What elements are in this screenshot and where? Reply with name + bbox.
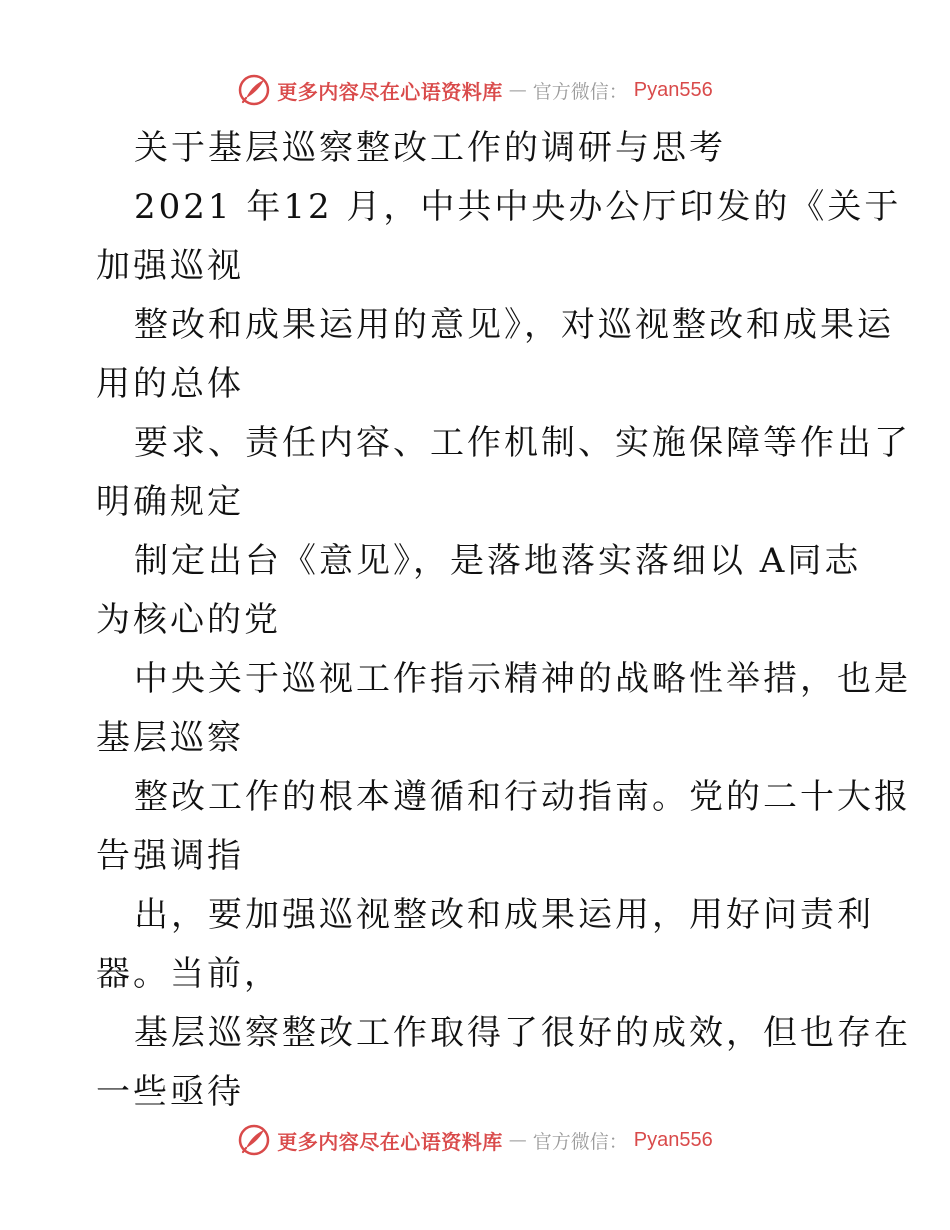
- paragraph-line: 出，要加强巡视整改和成果运用，用好问责利: [134, 895, 874, 935]
- paragraph-line: 基层巡察整改工作取得了很好的成效，但也存在: [134, 1013, 911, 1053]
- red-quill-logo-icon: [237, 1123, 271, 1157]
- document-title: 关于基层巡察整改工作的调研与思考: [134, 128, 726, 168]
- paragraph-line: 器。当前，: [96, 954, 281, 994]
- footer-watermark: [0, 1120, 950, 1160]
- paragraph-line: 整改和成果运用的意见》，对巡视整改和成果运: [134, 305, 894, 345]
- watermark-separator: —: [508, 79, 527, 101]
- watermark-wechat-label: 官方微信：: [532, 1130, 628, 1153]
- paragraph-line: 整改工作的根本遵循和行动指南。党的二十大报: [134, 777, 911, 817]
- watermark-wechat-id: Pyan556: [633, 78, 713, 101]
- paragraph-line: 要求、责任内容、工作机制、实施保障等作出了: [134, 423, 911, 463]
- watermark-site-text: 更多内容尽在心语资料库: [277, 79, 503, 104]
- paragraph-line: 2021 年12 月，中共中央办公厅印发的《关于: [134, 187, 902, 227]
- paragraph-line: 明确规定: [96, 482, 244, 522]
- paragraph-line: 中央关于巡视工作指示精神的战略性举措，也是: [134, 659, 911, 699]
- paragraph-line: 一些亟待: [96, 1072, 244, 1112]
- paragraph-line: 告强调指: [96, 836, 244, 876]
- watermark-separator: —: [508, 1129, 527, 1151]
- paragraph-line: 加强巡视: [96, 246, 244, 286]
- watermark-wechat-id: Pyan556: [633, 1128, 713, 1151]
- paragraph-line: 为核心的党: [96, 600, 281, 640]
- watermark-wechat-label: 官方微信：: [532, 80, 628, 103]
- paragraph-line: 用的总体: [96, 364, 244, 404]
- paragraph-line: 基层巡察: [96, 718, 244, 758]
- watermark-site-text: 更多内容尽在心语资料库: [277, 1129, 503, 1154]
- paragraph-line: 制定出台《意见》，是落地落实落细以 A同志: [134, 541, 862, 581]
